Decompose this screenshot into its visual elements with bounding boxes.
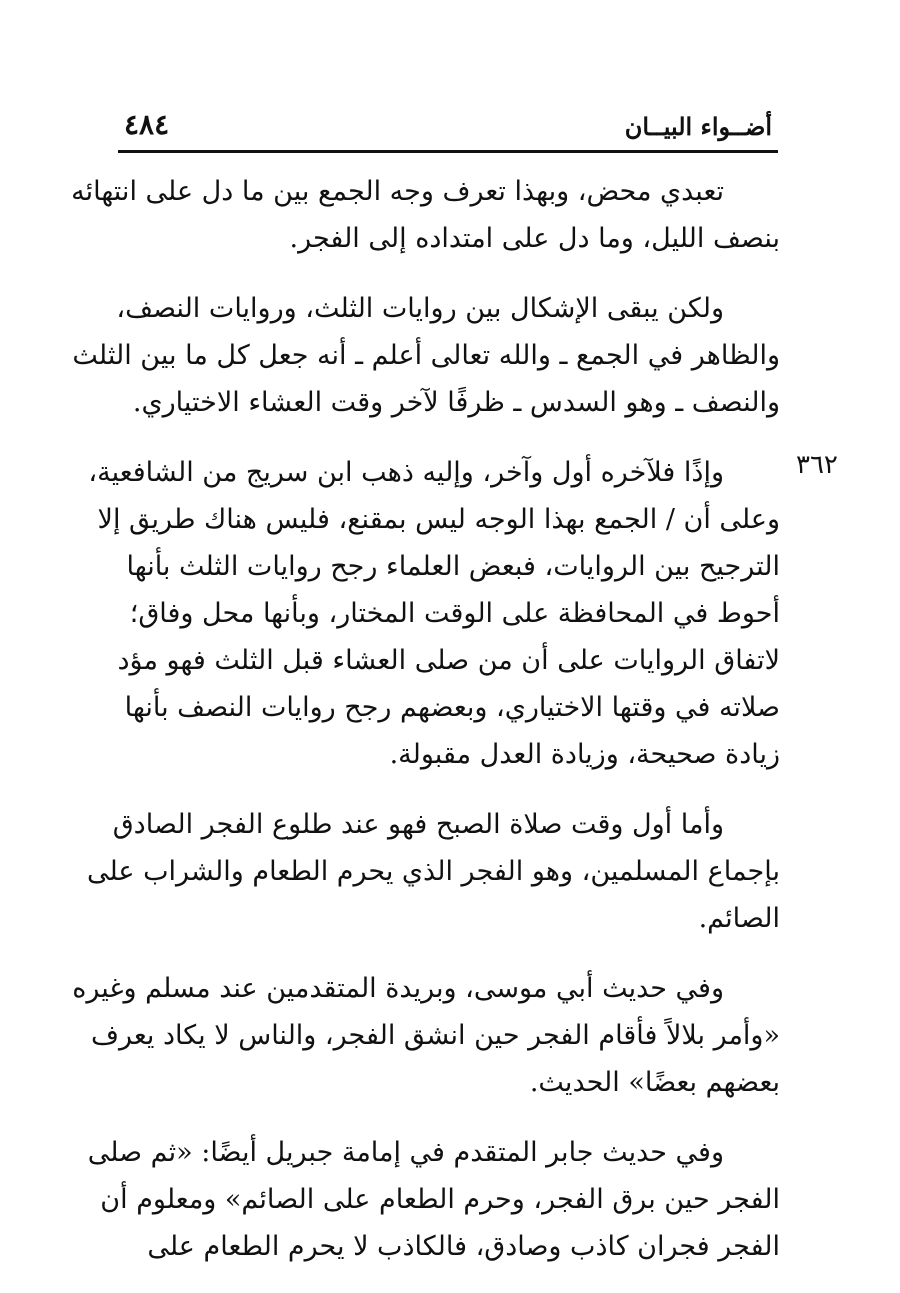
text-line: وأما أول وقت صلاة الصبح فهو عند طلوع الفجر الصادق [112, 809, 724, 840]
paragraph [71, 168, 780, 262]
text-line: بإجماع المسلمين، وهو الفجر الذي يحرم الطعام والشراب على [86, 856, 780, 887]
text-line: وعلى أن / الجمع بهذا الوجه ليس بمقنع، فليس هناك طريق إلا [97, 504, 780, 535]
text-line: الترجيح بين الروايات، فبعض العلماء رجح روايات الثلث بأنها [126, 551, 780, 582]
text-line: زيادة صحيحة، وزيادة العدل مقبولة. [389, 739, 780, 770]
text-line: «وأمر بلالاً فأقام الفجر حين انشق الفجر، والناس لا يكاد يعرف [90, 1020, 780, 1051]
text-line: وفي حديث أبي موسى، وبريدة المتقدمين عند مسلم وغيره [72, 973, 724, 1004]
text-line: لاتفاق الروايات على أن من صلى العشاء قبل الثلث فهو مؤد [117, 645, 780, 676]
text-line: أحوط في المحافظة على الوقت المختار، وبأنها محل وفاق؛ [129, 598, 780, 629]
text-line: تعبدي محض، وبهذا تعرف وجه الجمع بين ما دل على انتهائه [71, 176, 724, 207]
text-line: بعضهم بعضًا» الحديث. [529, 1067, 780, 1098]
text-line: والظاهر في الجمع ـ والله تعالى أعلم ـ أنه جعل كل ما بين الثلث [72, 340, 780, 371]
paragraph [86, 801, 780, 942]
text-line: الفجر فجران كاذب وصادق، فالكاذب لا يحرم الطعام على [147, 1231, 780, 1262]
page-header [118, 104, 778, 153]
margin-page-reference: ٣٦٢ [796, 450, 838, 480]
text-line: صلاته في وقتها الاختياري، وبعضهم رجح روايات النصف بأنها [124, 692, 780, 723]
book-title: أضــواء البيــان [624, 112, 772, 141]
text-line: الصائم. [698, 903, 780, 934]
body-text [71, 168, 780, 1293]
text-line: وإذًا فلآخره أول وآخر، وإليه ذهب ابن سريج من الشافعية، [88, 457, 724, 488]
page-number: ٤٨٤ [124, 108, 170, 141]
paragraph [88, 449, 780, 778]
text-line: والنصف ـ وهو السدس ـ ظرفًا لآخر وقت العشاء الاختياري. [132, 387, 780, 418]
paragraph [72, 285, 780, 426]
text-line: بنصف الليل، وما دل على امتداده إلى الفجر. [289, 223, 780, 254]
text-line: وفي حديث جابر المتقدم في إمامة جبريل أيضًا: «ثم صلى [87, 1137, 724, 1168]
text-line: الفجر حين برق الفجر، وحرم الطعام على الصائم» ومعلوم أن [100, 1184, 780, 1215]
paragraph [87, 1129, 780, 1270]
text-line: ولكن يبقى الإشكال بين روايات الثلث، وروايات النصف، [116, 293, 724, 324]
paragraph [72, 965, 780, 1106]
